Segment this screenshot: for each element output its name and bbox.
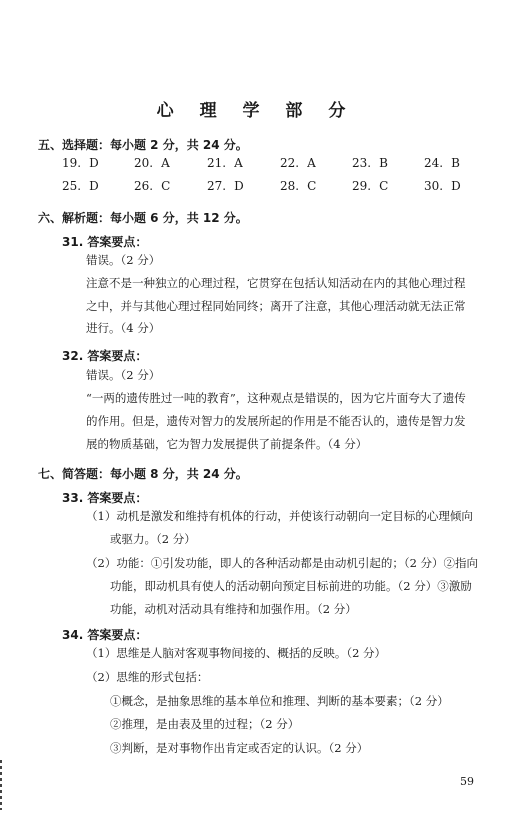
answer-21: 21. A	[207, 156, 243, 170]
section-5-heading: 五、选择题：每小题 2 分，共 24 分。	[38, 138, 248, 152]
q31-line-2: 注意不是一种独立的心理过程，它贯穿在包括认知活动在内的其他心理过程	[86, 276, 466, 290]
answer-27: 27. D	[207, 179, 244, 193]
q32-line-3: 的作用。但是，遗传对智力的发展所起的作用是不能否认的，遗传是智力发	[86, 414, 466, 428]
q34-label: 34. 答案要点：	[62, 628, 148, 642]
q33-line-1: （1）动机是激发和维持有机体的行动，并使该行动朝向一定目标的心理倾向	[86, 509, 473, 523]
q34-line-5: ③判断，是对事物作出肯定或否定的认识。（2 分）	[110, 741, 369, 755]
q33-line-4: 功能，即动机具有使人的活动朝向预定目标前进的功能。（2 分）③激励	[110, 579, 472, 593]
q31-line-3: 之中，并与其他心理过程同始同终；离开了注意，其他心理活动就无法正常	[86, 299, 466, 313]
answer-20: 20. A	[134, 156, 170, 170]
q33-label: 33. 答案要点：	[62, 491, 148, 505]
answer-30: 30. D	[424, 179, 461, 193]
answer-19: 19. D	[62, 156, 99, 170]
q32-label: 32. 答案要点：	[62, 349, 148, 363]
answer-28: 28. C	[280, 179, 317, 193]
q34-line-1: （1）思维是人脑对客观事物间接的、概括的反映。（2 分）	[86, 646, 387, 660]
q31-line-4: 进行。（4 分）	[86, 321, 161, 335]
q32-line-4: 展的物质基础，它为智力发展提供了前提条件。（4 分）	[86, 437, 368, 451]
q31-label: 31. 答案要点：	[62, 235, 148, 249]
page-number: 59	[460, 775, 474, 788]
answer-26: 26. C	[134, 179, 171, 193]
scan-edge-mark	[0, 760, 2, 810]
answer-23: 23. B	[352, 156, 388, 170]
section-6-heading: 六、解析题：每小题 6 分，共 12 分。	[38, 211, 248, 225]
q31-line-1: 错误。（2 分）	[86, 253, 161, 267]
answer-29: 29. C	[352, 179, 389, 193]
answer-25: 25. D	[62, 179, 99, 193]
q33-line-5: 功能，动机对活动具有维持和加强作用。（2 分）	[110, 602, 357, 616]
section-7-heading: 七、简答题：每小题 8 分，共 24 分。	[38, 467, 248, 481]
q32-line-2: “一两的遗传胜过一吨的教育”，这种观点是错误的，因为它片面夸大了遗传	[86, 391, 466, 405]
page-title: 心 理 学 部 分	[156, 101, 356, 121]
answer-24: 24. B	[424, 156, 460, 170]
q34-line-2: （2）思维的形式包括：	[86, 670, 209, 684]
q33-line-2: 或驱力。（2 分）	[110, 532, 196, 546]
q34-line-3: ①概念，是抽象思维的基本单位和推理、判断的基本要素；（2 分）	[110, 694, 449, 708]
q32-line-1: 错误。（2 分）	[86, 368, 161, 382]
q33-line-3: （2）功能：①引发功能，即人的各种活动都是由动机引起的；（2 分）②指向	[86, 556, 479, 570]
answer-22: 22. A	[280, 156, 316, 170]
q34-line-4: ②推理，是由表及里的过程；（2 分）	[110, 717, 300, 731]
